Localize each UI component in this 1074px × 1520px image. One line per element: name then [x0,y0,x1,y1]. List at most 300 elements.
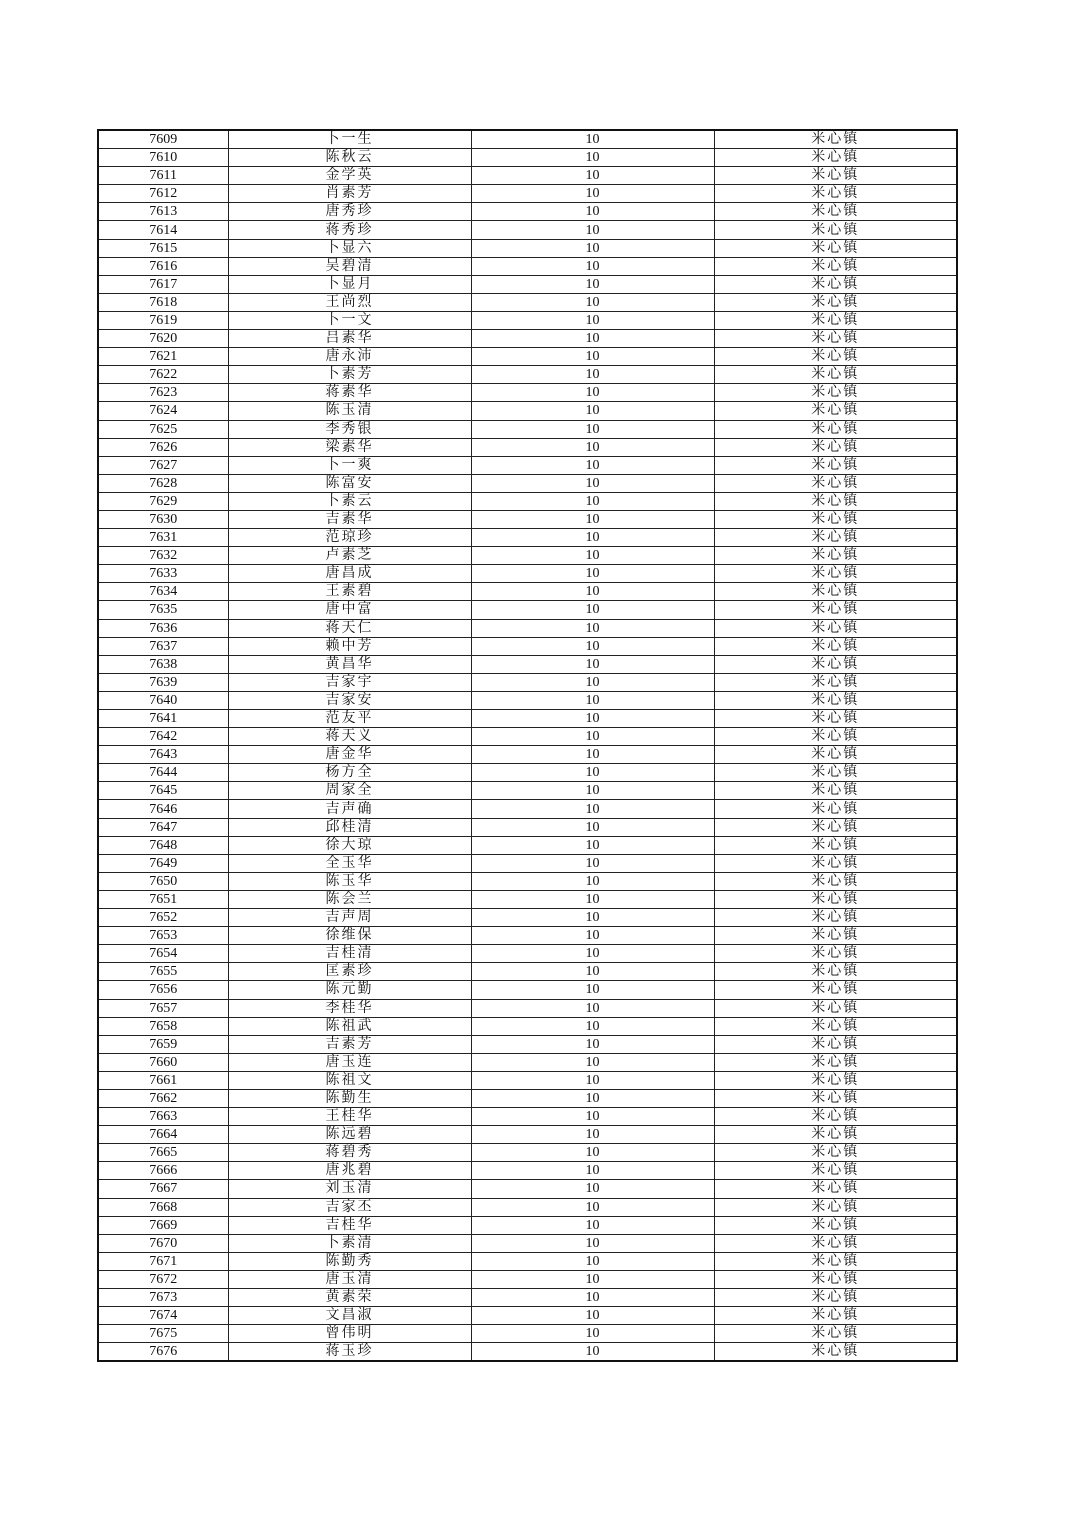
id-cell: 7617 [98,275,228,293]
table-row [98,221,957,239]
table-row [98,1343,957,1362]
amount-cell: 10 [471,818,714,836]
amount-cell: 10 [471,872,714,890]
table-row [98,257,957,275]
name-cell: 陈玉华 [228,872,471,890]
id-cell: 7631 [98,529,228,547]
town-cell: 米心镇 [714,999,957,1017]
amount-cell: 10 [471,185,714,203]
name-cell: 全玉华 [228,854,471,872]
town-cell: 米心镇 [714,1234,957,1252]
name-cell: 梁素华 [228,438,471,456]
id-cell: 7624 [98,402,228,420]
id-cell: 7618 [98,293,228,311]
id-cell: 7651 [98,890,228,908]
id-cell: 7646 [98,800,228,818]
table-row [98,1017,957,1035]
amount-cell: 10 [471,402,714,420]
amount-cell: 10 [471,1270,714,1288]
name-cell: 唐秀珍 [228,203,471,221]
table-row [98,1126,957,1144]
town-cell: 米心镇 [714,149,957,167]
name-cell: 蒋秀珍 [228,221,471,239]
table-row [98,420,957,438]
name-cell: 唐中富 [228,601,471,619]
amount-cell: 10 [471,293,714,311]
name-cell: 赖中芳 [228,637,471,655]
id-cell: 7639 [98,673,228,691]
amount-cell: 10 [471,1343,714,1362]
id-cell: 7633 [98,565,228,583]
amount-cell: 10 [471,637,714,655]
table-row [98,547,957,565]
town-cell: 米心镇 [714,1270,957,1288]
name-cell: 陈勤秀 [228,1252,471,1270]
name-cell: 邱桂清 [228,818,471,836]
town-cell: 米心镇 [714,257,957,275]
amount-cell: 10 [471,963,714,981]
name-cell: 陈富安 [228,474,471,492]
amount-cell: 10 [471,927,714,945]
id-cell: 7623 [98,384,228,402]
table-row [98,1162,957,1180]
table-row [98,239,957,257]
town-cell: 米心镇 [714,655,957,673]
town-cell: 米心镇 [714,384,957,402]
name-cell: 王素碧 [228,583,471,601]
town-cell: 米心镇 [714,927,957,945]
table-row [98,1234,957,1252]
name-cell: 唐兆碧 [228,1162,471,1180]
id-cell: 7649 [98,854,228,872]
id-cell: 7628 [98,474,228,492]
table-row [98,963,957,981]
town-cell: 米心镇 [714,1108,957,1126]
town-cell: 米心镇 [714,854,957,872]
town-cell: 米心镇 [714,1198,957,1216]
town-cell: 米心镇 [714,1071,957,1089]
table-row [98,782,957,800]
town-cell: 米心镇 [714,981,957,999]
table-row [98,818,957,836]
amount-cell: 10 [471,836,714,854]
table-row [98,746,957,764]
amount-cell: 10 [471,1180,714,1198]
id-cell: 7654 [98,945,228,963]
amount-cell: 10 [471,1108,714,1126]
name-cell: 范琼珍 [228,529,471,547]
amount-cell: 10 [471,203,714,221]
id-cell: 7658 [98,1017,228,1035]
amount-cell: 10 [471,1053,714,1071]
town-cell: 米心镇 [714,185,957,203]
name-cell: 徐大琼 [228,836,471,854]
amount-cell: 10 [471,1216,714,1234]
town-cell: 米心镇 [714,800,957,818]
id-cell: 7614 [98,221,228,239]
name-cell: 蒋天义 [228,728,471,746]
table-row [98,945,957,963]
town-cell: 米心镇 [714,637,957,655]
table-row [98,691,957,709]
town-cell: 米心镇 [714,366,957,384]
name-cell: 杨方全 [228,764,471,782]
table-row [98,492,957,510]
name-cell: 陈祖武 [228,1017,471,1035]
id-cell: 7643 [98,746,228,764]
name-cell: 王桂华 [228,1108,471,1126]
table-body [98,130,957,1361]
amount-cell: 10 [471,655,714,673]
table-row [98,728,957,746]
town-cell: 米心镇 [714,1017,957,1035]
name-cell: 唐永沛 [228,348,471,366]
id-cell: 7640 [98,691,228,709]
name-cell: 卜素云 [228,492,471,510]
town-cell: 米心镇 [714,1053,957,1071]
amount-cell: 10 [471,981,714,999]
amount-cell: 10 [471,728,714,746]
amount-cell: 10 [471,673,714,691]
town-cell: 米心镇 [714,945,957,963]
name-cell: 卜一生 [228,130,471,149]
name-cell: 卜素清 [228,1234,471,1252]
table-row [98,1216,957,1234]
town-cell: 米心镇 [714,1162,957,1180]
amount-cell: 10 [471,239,714,257]
name-cell: 陈会兰 [228,890,471,908]
table-row [98,474,957,492]
amount-cell: 10 [471,456,714,474]
table-row [98,836,957,854]
table-row [98,1108,957,1126]
amount-cell: 10 [471,384,714,402]
id-cell: 7613 [98,203,228,221]
town-cell: 米心镇 [714,330,957,348]
amount-cell: 10 [471,547,714,565]
name-cell: 卜素芳 [228,366,471,384]
amount-cell: 10 [471,999,714,1017]
id-cell: 7619 [98,311,228,329]
amount-cell: 10 [471,1307,714,1325]
town-cell: 米心镇 [714,474,957,492]
amount-cell: 10 [471,1017,714,1035]
town-cell: 米心镇 [714,565,957,583]
town-cell: 米心镇 [714,1289,957,1307]
table-row [98,1198,957,1216]
id-cell: 7627 [98,456,228,474]
name-cell: 徐维保 [228,927,471,945]
id-cell: 7669 [98,1216,228,1234]
amount-cell: 10 [471,619,714,637]
name-cell: 吉家宇 [228,673,471,691]
name-cell: 陈秋云 [228,149,471,167]
id-cell: 7647 [98,818,228,836]
town-cell: 米心镇 [714,130,957,149]
name-cell: 吉桂华 [228,1216,471,1234]
town-cell: 米心镇 [714,1089,957,1107]
town-cell: 米心镇 [714,583,957,601]
data-table [97,129,958,1362]
name-cell: 卜一文 [228,311,471,329]
name-cell: 吉素华 [228,510,471,528]
table-row [98,1089,957,1107]
amount-cell: 10 [471,492,714,510]
id-cell: 7620 [98,330,228,348]
town-cell: 米心镇 [714,402,957,420]
table-row [98,1307,957,1325]
table-row [98,1180,957,1198]
name-cell: 吴碧清 [228,257,471,275]
town-cell: 米心镇 [714,673,957,691]
name-cell: 黄素荣 [228,1289,471,1307]
name-cell: 曾伟明 [228,1325,471,1343]
amount-cell: 10 [471,1234,714,1252]
table-row [98,890,957,908]
id-cell: 7621 [98,348,228,366]
name-cell: 蒋素华 [228,384,471,402]
table-row [98,1053,957,1071]
amount-cell: 10 [471,529,714,547]
town-cell: 米心镇 [714,438,957,456]
id-cell: 7662 [98,1089,228,1107]
id-cell: 7665 [98,1144,228,1162]
amount-cell: 10 [471,510,714,528]
id-cell: 7615 [98,239,228,257]
amount-cell: 10 [471,474,714,492]
id-cell: 7616 [98,257,228,275]
name-cell: 唐昌成 [228,565,471,583]
id-cell: 7657 [98,999,228,1017]
id-cell: 7648 [98,836,228,854]
table-row [98,1144,957,1162]
amount-cell: 10 [471,764,714,782]
name-cell: 蒋玉珍 [228,1343,471,1362]
table-row [98,981,957,999]
amount-cell: 10 [471,601,714,619]
table-row [98,348,957,366]
amount-cell: 10 [471,746,714,764]
town-cell: 米心镇 [714,456,957,474]
town-cell: 米心镇 [714,203,957,221]
town-cell: 米心镇 [714,311,957,329]
town-cell: 米心镇 [714,510,957,528]
amount-cell: 10 [471,854,714,872]
table-row [98,167,957,185]
name-cell: 陈勤生 [228,1089,471,1107]
amount-cell: 10 [471,420,714,438]
table-row [98,1035,957,1053]
name-cell: 卢素芝 [228,547,471,565]
table-row [98,601,957,619]
name-cell: 黄昌华 [228,655,471,673]
id-cell: 7610 [98,149,228,167]
town-cell: 米心镇 [714,1144,957,1162]
name-cell: 吕素华 [228,330,471,348]
table-row [98,710,957,728]
table-row [98,583,957,601]
town-cell: 米心镇 [714,836,957,854]
id-cell: 7632 [98,547,228,565]
amount-cell: 10 [471,565,714,583]
amount-cell: 10 [471,130,714,149]
town-cell: 米心镇 [714,1035,957,1053]
town-cell: 米心镇 [714,1252,957,1270]
town-cell: 米心镇 [714,691,957,709]
town-cell: 米心镇 [714,601,957,619]
amount-cell: 10 [471,275,714,293]
id-cell: 7637 [98,637,228,655]
town-cell: 米心镇 [714,529,957,547]
name-cell: 范友平 [228,710,471,728]
table-row [98,909,957,927]
table-row [98,1270,957,1288]
table-row [98,1289,957,1307]
amount-cell: 10 [471,583,714,601]
amount-cell: 10 [471,691,714,709]
id-cell: 7638 [98,655,228,673]
name-cell: 李秀银 [228,420,471,438]
amount-cell: 10 [471,311,714,329]
table-row [98,1252,957,1270]
table-row [98,673,957,691]
id-cell: 7655 [98,963,228,981]
town-cell: 米心镇 [714,420,957,438]
table-row [98,565,957,583]
name-cell: 唐玉连 [228,1053,471,1071]
amount-cell: 10 [471,1089,714,1107]
table-row [98,655,957,673]
table-row [98,854,957,872]
table-row [98,130,957,149]
amount-cell: 10 [471,257,714,275]
name-cell: 卜显六 [228,239,471,257]
table-row [98,438,957,456]
name-cell: 陈远碧 [228,1126,471,1144]
amount-cell: 10 [471,909,714,927]
town-cell: 米心镇 [714,275,957,293]
name-cell: 吉家丕 [228,1198,471,1216]
town-cell: 米心镇 [714,890,957,908]
town-cell: 米心镇 [714,710,957,728]
id-cell: 7612 [98,185,228,203]
amount-cell: 10 [471,710,714,728]
table-row [98,872,957,890]
name-cell: 唐玉清 [228,1270,471,1288]
town-cell: 米心镇 [714,547,957,565]
name-cell: 卜显月 [228,275,471,293]
id-cell: 7635 [98,601,228,619]
id-cell: 7663 [98,1108,228,1126]
id-cell: 7656 [98,981,228,999]
id-cell: 7675 [98,1325,228,1343]
id-cell: 7668 [98,1198,228,1216]
name-cell: 吉声周 [228,909,471,927]
amount-cell: 10 [471,945,714,963]
id-cell: 7674 [98,1307,228,1325]
town-cell: 米心镇 [714,619,957,637]
amount-cell: 10 [471,167,714,185]
table-row [98,637,957,655]
table-row [98,384,957,402]
table-row [98,1325,957,1343]
town-cell: 米心镇 [714,1180,957,1198]
table-row [98,456,957,474]
amount-cell: 10 [471,1144,714,1162]
name-cell: 匡素珍 [228,963,471,981]
town-cell: 米心镇 [714,764,957,782]
name-cell: 周家全 [228,782,471,800]
table-row [98,999,957,1017]
town-cell: 米心镇 [714,293,957,311]
id-cell: 7661 [98,1071,228,1089]
table-row [98,311,957,329]
town-cell: 米心镇 [714,1307,957,1325]
town-cell: 米心镇 [714,909,957,927]
town-cell: 米心镇 [714,1126,957,1144]
table-row [98,510,957,528]
amount-cell: 10 [471,1162,714,1180]
town-cell: 米心镇 [714,746,957,764]
table-row [98,149,957,167]
id-cell: 7622 [98,366,228,384]
id-cell: 7609 [98,130,228,149]
amount-cell: 10 [471,348,714,366]
amount-cell: 10 [471,149,714,167]
name-cell: 蒋碧秀 [228,1144,471,1162]
table-row [98,800,957,818]
amount-cell: 10 [471,1325,714,1343]
name-cell: 李桂华 [228,999,471,1017]
table-row [98,203,957,221]
id-cell: 7664 [98,1126,228,1144]
table-row [98,275,957,293]
id-cell: 7652 [98,909,228,927]
name-cell: 肖素芳 [228,185,471,203]
town-cell: 米心镇 [714,167,957,185]
id-cell: 7671 [98,1252,228,1270]
town-cell: 米心镇 [714,1343,957,1362]
town-cell: 米心镇 [714,782,957,800]
amount-cell: 10 [471,366,714,384]
table-row [98,185,957,203]
amount-cell: 10 [471,438,714,456]
table-row [98,619,957,637]
name-cell: 陈祖文 [228,1071,471,1089]
name-cell: 刘玉清 [228,1180,471,1198]
amount-cell: 10 [471,1035,714,1053]
town-cell: 米心镇 [714,492,957,510]
id-cell: 7666 [98,1162,228,1180]
id-cell: 7650 [98,872,228,890]
town-cell: 米心镇 [714,872,957,890]
id-cell: 7641 [98,710,228,728]
town-cell: 米心镇 [714,239,957,257]
amount-cell: 10 [471,890,714,908]
amount-cell: 10 [471,782,714,800]
name-cell: 王尚烈 [228,293,471,311]
amount-cell: 10 [471,330,714,348]
town-cell: 米心镇 [714,1325,957,1343]
amount-cell: 10 [471,1126,714,1144]
table-row [98,1071,957,1089]
id-cell: 7630 [98,510,228,528]
amount-cell: 10 [471,800,714,818]
name-cell: 文昌淑 [228,1307,471,1325]
town-cell: 米心镇 [714,1216,957,1234]
name-cell: 吉声确 [228,800,471,818]
town-cell: 米心镇 [714,348,957,366]
